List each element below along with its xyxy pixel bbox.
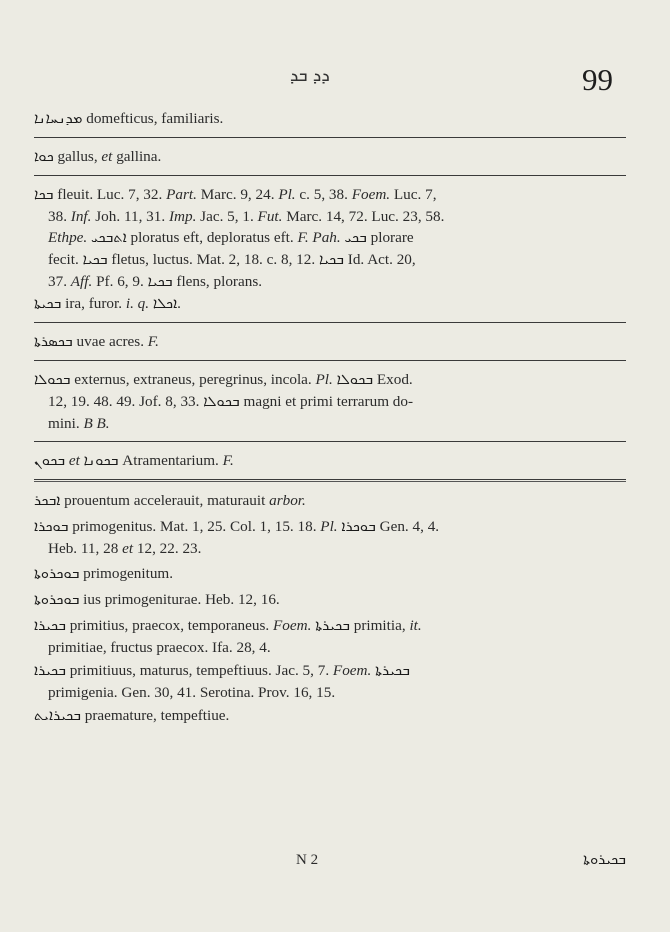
definition: primogenitum. <box>79 565 174 582</box>
definition: praemature, tempeftiue. <box>80 707 230 724</box>
citation: Luc. 7, <box>390 186 437 203</box>
entry-accelerauit <box>34 490 626 512</box>
citation: 12, 19. 48. 49. Jof. 8, 33. <box>48 393 204 410</box>
definition: prouentum accelerauit, maturauit <box>60 492 270 509</box>
italic-word: Aff. <box>70 273 93 290</box>
syriac-headword: ܒܟܝܪܐܝܬ <box>34 708 81 724</box>
definition: ius primogeniturae. Heb. 12, 16. <box>79 591 280 608</box>
divider <box>34 441 626 442</box>
syriac-headword: ܒܘܟܪܘܬܐ <box>34 592 80 608</box>
citation: Marc. 14, 72. Luc. 23, 58. <box>282 208 445 225</box>
definition: gallina. <box>112 148 162 165</box>
definition: externus, extraneus, peregrinus, incola. <box>70 371 316 388</box>
divider <box>34 322 626 323</box>
citation: Marc. 9, 24. <box>196 186 279 203</box>
citation: c. 5, 38. <box>295 186 352 203</box>
syriac-word: ܒܟܝܪܬܐ <box>375 663 410 679</box>
double-divider <box>34 479 626 482</box>
definition: flens, plorans. <box>172 273 263 290</box>
italic-word: Inf. <box>70 208 92 225</box>
definition: mini. <box>48 415 84 432</box>
definition: ploratus eft, deploratus eft. <box>126 229 298 246</box>
syriac-word: ܒܟܝ <box>344 230 367 246</box>
syriac-word: ܐܟܠܐ <box>152 296 178 312</box>
syriac-headword: ܒܟܐ <box>34 187 54 203</box>
syriac-word: ܒܟܘܠܐ <box>336 372 374 388</box>
definition: fecit. <box>48 251 83 268</box>
divider <box>34 360 626 361</box>
italic-word: et <box>68 452 80 469</box>
citation: primigenia. Gen. 30, 41. Serotina. Prov. 16, 15. <box>48 684 336 701</box>
catchword: ܒܟܝܪܘܬܐ <box>583 852 626 868</box>
syriac-word: ܒܟܝܐ <box>147 274 173 290</box>
divider <box>34 137 626 138</box>
italic-word: Pah. <box>312 229 341 246</box>
syriac-headword: ܒܟܘܠܐ <box>34 372 71 388</box>
italic-word: Fut. <box>257 208 283 225</box>
syriac-headword: ܐܒܟܪ <box>34 493 61 509</box>
syriac-headword: ܒܘܟܪܘܬܐ <box>34 566 80 582</box>
italic-word: F. <box>297 229 309 246</box>
italic-word: i. q. <box>125 295 150 312</box>
italic-word: Foem. <box>273 617 312 634</box>
syriac-word: ܒܟܝܐ <box>82 252 108 268</box>
citation: Heb. 11, 28 <box>48 540 123 557</box>
syriac-word: ܐܬܒܟܝ <box>91 230 127 246</box>
syriac-word: ܒܟܘܢܐ <box>83 453 119 469</box>
italic-word: Pl. <box>315 371 333 388</box>
entry-primitiuus <box>34 660 626 703</box>
running-head: ܕܕ ܒܕ <box>290 66 330 86</box>
divider <box>34 175 626 176</box>
citation: 38. <box>48 208 71 225</box>
definition: Atramentarium. <box>118 452 223 469</box>
definition: fletus, luctus. Mat. 2, 18. c. 8, 12. <box>107 251 319 268</box>
entry-praemature <box>34 705 626 727</box>
italic-word: et <box>101 148 113 165</box>
syriac-headword: ܡܕܢܚܐܢܐ <box>34 111 83 127</box>
italic-word: it. <box>409 617 422 634</box>
entry-primitius <box>34 615 626 658</box>
syriac-headword: ܟܘܐ <box>34 149 54 165</box>
entry-uvae <box>34 331 626 353</box>
definition: uvae acres. <box>72 333 148 350</box>
syriac-word: ܒܟܘܠܐ <box>203 394 240 410</box>
definition: primitiae, fructus praecox. Ifa. 28, 4. <box>48 639 271 656</box>
dictionary-entries <box>34 108 626 727</box>
signature-mark: N 2 <box>296 852 319 868</box>
entry-fleuit <box>34 184 626 315</box>
definition: primogenitus. Mat. 1, 25. Col. 1, 15. 18. <box>68 518 321 535</box>
italic-word: Pl. <box>278 186 296 203</box>
italic-word: Foem. <box>351 186 391 203</box>
italic-word: B B. <box>83 415 110 432</box>
citation: Gen. 4, 4. <box>375 518 440 535</box>
syriac-word: ܒܟܝܪܬܐ <box>315 618 350 634</box>
italic-word: Part. <box>166 186 197 203</box>
definition: primitia, <box>349 617 410 634</box>
definition: ira, furor. <box>61 295 126 312</box>
definition: domefticus, familiaris. <box>82 110 224 127</box>
citation: Jac. 5, 1. <box>196 208 258 225</box>
citation: Exod. <box>373 371 413 388</box>
definition: magni et primi terrarum do- <box>239 393 414 410</box>
citation: Pf. 6, 9. <box>92 273 148 290</box>
syriac-word: ܒܘܟܪܐ <box>341 519 376 535</box>
entry-domesticus <box>34 108 626 130</box>
italic-word: et <box>122 540 134 557</box>
entry-gallus <box>34 146 626 168</box>
citation: Joh. 11, 31. <box>91 208 169 225</box>
italic-word: Foem. <box>332 662 372 679</box>
entry-primogenitum <box>34 563 626 585</box>
definition: gallus, <box>53 148 102 165</box>
syriac-headword: ܒܟܝܪܐ <box>34 618 66 634</box>
citation: 37. <box>48 273 71 290</box>
punctuation: . <box>177 295 181 312</box>
italic-word: F. <box>222 452 234 469</box>
syriac-headword: ܒܟܣܪܬܐ <box>34 334 73 350</box>
syriac-word: ܒܟܝܐ <box>318 252 344 268</box>
citation: Id. Act. 20, <box>343 251 416 268</box>
definition: primitius, praecox, temporaneus. <box>65 617 273 634</box>
entry-primogenitus <box>34 516 626 559</box>
page-footer <box>34 852 626 874</box>
entry-externus <box>34 369 626 434</box>
citation: 12, 22. 23. <box>133 540 202 557</box>
definition: primitiuus, maturus, tempeftiuus. Jac. 5, 7. <box>65 662 333 679</box>
entry-primogeniturae <box>34 589 626 611</box>
italic-word: arbor. <box>269 492 306 509</box>
syriac-headword: ܒܟܘܢ <box>34 453 66 469</box>
italic-word: Ethpe. <box>48 229 88 246</box>
italic-word: F. <box>147 333 159 350</box>
definition: fleuit. Luc. 7, 32. <box>53 186 167 203</box>
entry-atramentarium <box>34 450 626 472</box>
italic-word: Pl. <box>320 518 338 535</box>
definition: plorare <box>366 229 414 246</box>
italic-word: Imp. <box>168 208 197 225</box>
syriac-headword: ܒܟܝܪܐ <box>34 663 66 679</box>
syriac-headword: ܒܘܟܪܐ <box>34 519 69 535</box>
syriac-word: ܒܟܝܬܐ <box>34 296 62 312</box>
page-number: 99 <box>582 62 613 97</box>
